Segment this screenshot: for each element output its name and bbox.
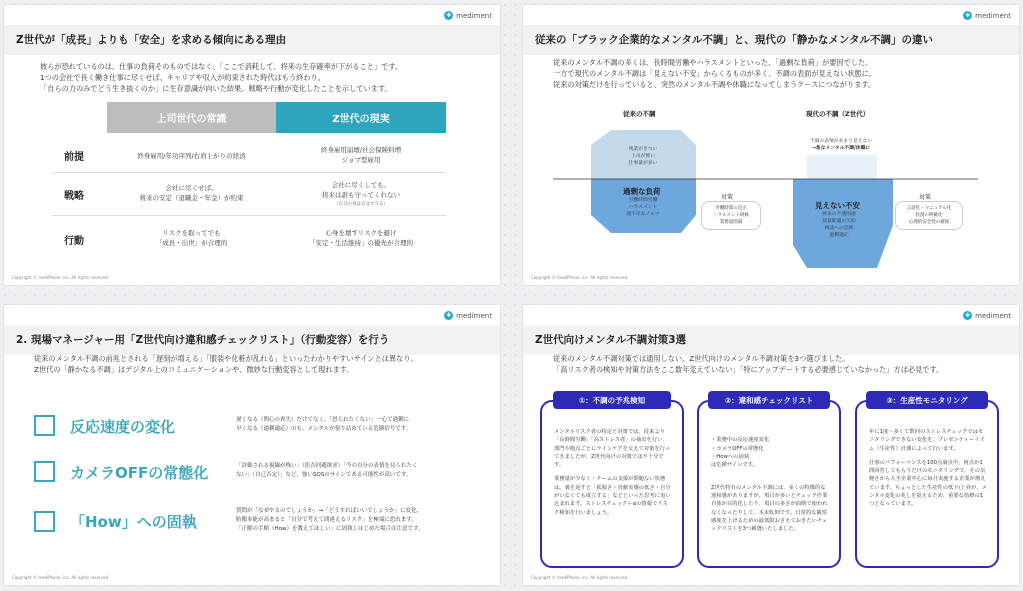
right-measure-title: 対策 <box>919 194 932 201</box>
slide-2[interactable] <box>523 5 1019 285</box>
intro-text: 従来のメンタル不調の前兆とされる「遅刻が増える」「服装や化粧が乱れる」といったわかりやすいサインとは異なり、 Z世代の「静かなる不調」はデジタル上のコミュニケーションや、微妙な行動変容として現れます。 <box>34 354 418 374</box>
left-measure-title: 対策 <box>721 194 734 201</box>
brand-logo: ✚ mediment <box>446 11 492 20</box>
mediment-logo-icon: ✚ <box>965 312 971 319</box>
mediment-logo-icon: ✚ <box>446 12 452 19</box>
right-above-water: 不満の表情があまり見えない →急なメンタル不調/休職に <box>809 139 873 151</box>
row-label-premise: 前提 <box>64 152 84 163</box>
check-label-camera-off: カメラOFFの常態化 <box>70 464 209 482</box>
card-early-detection: メンタルリスク者の特定と対策では、従来より「長時間労働」「高ストレス者」の抽出を行い、部門や拠点ごとにラインケアを交えて対策を行ってきましたが、Z世代向けの対策では不十分です。 業務量が少なく・チームの支援が問題ない状態は、裏を返すと「孤独さ・貢献実感の低さ・自分がいなくても成立する」などといった思考に追い込まれます。ストレスチェック＋αの情報でリスク検知を行いましょう。 <box>540 400 684 568</box>
intro-text: 従来のメンタル不調対策では通用しない、Z世代向けのメンタル不調対策を3つ選びました。 「高リスク者の検知や対策方法をここ数年変えていない」「特にアップデートする必要感じていなかった」方は必見です。 <box>553 354 944 374</box>
slide-1[interactable] <box>4 5 500 285</box>
slide-title: Z世代が「成長」よりも「安全」を求める傾向にある理由 <box>16 34 287 46</box>
card-head-checklist: ②：違和感チェックリスト <box>708 391 830 409</box>
cell: 終身雇用崩壊/社会保険料増 ジョブ型雇用 <box>320 146 402 164</box>
divider <box>52 172 446 173</box>
divider <box>52 215 446 216</box>
header-z-generation: Z世代の現実 <box>276 102 446 133</box>
copyright: Copyright © mediPhone, inc. All rights reserved. <box>531 575 629 580</box>
check-desc-reaction-speed: 遅くなる（関心の喪失）だけでなく、「怒られたくない」一心で過剰に 早くなる（過剰適応）のも、メンタルが張り詰めている危険信号です。 <box>236 417 412 432</box>
cell: 終身雇用/年功序列/右肩上がりの経済 <box>137 152 246 160</box>
left-below-water: 労働時間労働 ハラスメント 理不尽なノルマ <box>626 198 660 217</box>
slide-title: Z世代向けメンタル不調対策3選 <box>535 334 686 346</box>
left-heading: 従来の不調 <box>623 110 656 118</box>
right-iceberg-tip <box>807 155 877 179</box>
left-main-label: 過剰な負荷 <box>623 187 661 196</box>
card-head-early-detection: ①：不調の予兆検知 <box>553 391 671 409</box>
cell: 会社に尽くせば、 将来の安定（退職金・年金）が約束 <box>139 184 244 202</box>
brand-logo: ✚ mediment <box>446 311 492 320</box>
intro-text: 従来のメンタル不調の多くは、長時間労働やハラスメントといった、「過剰な負荷」が要因でした。 一方で現代のメンタル不調は「見えない不安」からくるものが多く、不調の表面が見えない状態に。 従来の対策だけを行っていると、突然のメンタル不調や休職になってしまうケースにつながります。 <box>553 58 877 89</box>
right-main-label: 見えない不安 <box>815 201 860 210</box>
iceberg-diagram <box>523 5 1019 285</box>
check-desc-camera-off: 「評価される視線が怖い」（拒否回避欲求）「今の自分の表情を見られたく ない」（自己否定）」など、強いSOSのサインである可能性が高いです。 <box>236 463 418 478</box>
slide-title: 従来の「ブラック企業的なメンタル不調」と、現代の「静かなメンタル不調」の違い <box>535 34 933 46</box>
checkbox-reaction-speed[interactable] <box>34 415 55 436</box>
header-boss-generation: 上司世代の常識 <box>107 102 276 133</box>
copyright: Copyright © mediPhone, inc. All rights reserved. <box>531 275 629 280</box>
brand-logo: ✚ mediment <box>965 11 1011 20</box>
check-label-how-fixation: 「How」への固執 <box>70 513 197 531</box>
slide-4[interactable] <box>523 305 1019 585</box>
row-label-strategy: 戦略 <box>64 191 84 202</box>
copyright: Copyright © mediPhone, inc. All rights reserved. <box>12 275 110 280</box>
row-label-action: 行動 <box>64 236 84 247</box>
intro-text: 彼らが恐れているのは、仕事の負荷そのものではなく、「ここで消耗して、将来の生存確率が下がること」です。 1つの会社で長く働き仕事に尽くせば、キャリアや収入が約束された時代はもう終わり。 「自らの力のみでどう生き抜くのか」に生存意識が向いた結果、戦略や行動が変化したことを示しています。 <box>40 62 403 93</box>
cell: リスクを取ってでも 「成長・出世」が合理的 <box>155 229 228 247</box>
cell: 心身を壊すリスクを避け 「安定・生活維持」の優先が合理的 <box>309 229 413 247</box>
right-measure-bubble: 言語化・マニュアル化 役割の明確化 心理的安全性の確保 <box>895 201 963 230</box>
left-above-water: 残業がきつい 上司が怖い 仕事量が多い <box>628 147 658 166</box>
brand-logo: ✚ mediment <box>965 311 1011 320</box>
card-productivity: 年に1度〜多くて数回のストレスチェックではモニタリングできない変化を、プレゼンティーイズム（生産性）計測によって行います。 仕事のパフォーマンスを100点満点中、何点か1問回答してもらうだけのモニタリングで、その気軽さから大手企業中心に毎月実施する企業が増えています。ちょっとした生産性の低下/上昇が、メンタル変化の兆しを捉えるため、重要な指標の1つとなっています。 <box>855 400 999 568</box>
mediment-logo-icon: ✚ <box>446 312 452 319</box>
check-desc-how-fixation: 質問が「なぜやるのでしょうか」→「どうすればいいでしょうか」に変化。 防衛本能が高まると「自分で考えて間違えるリスク」を極端に恐れます。 「正解の手順（How）を教えてほしい」に固執しはじめた場合は注意です。 <box>236 508 424 532</box>
mediment-logo-icon: ✚ <box>965 12 971 19</box>
card-head-productivity: ③：生産性モニタリング <box>866 391 988 409</box>
slide-3[interactable] <box>4 305 500 585</box>
checkbox-camera-off[interactable] <box>34 461 55 482</box>
slide-title: 2. 現場マネージャー用「Z世代向け違和感チェックリスト」（行動変容）を行う <box>16 334 390 346</box>
copyright: Copyright © mediPhone, inc. All rights reserved. <box>12 575 110 580</box>
right-below-water: 将来の不透明感 裁量配慮の欠如 相談への恐怖 過剰適応 <box>822 212 856 238</box>
right-heading: 現代の不調（Z世代） <box>806 110 870 118</box>
checkbox-how-fixation[interactable] <box>34 511 55 532</box>
left-measure-bubble: 労働時間の是正 ハラスメント研修 業務量削減 <box>701 201 761 230</box>
check-label-reaction-speed: 反応速度の変化 <box>70 418 176 436</box>
card-checklist: ・業務中の反応速度変化 ・カメラOFFの常態化 ・Howへの固執 は危険サインです。 Z世代特有のメンタル不調には、多くの特徴的な違和感がありますが、項目が多いとチェック作業自体が目的化したり、項目の多さが面倒で使われなくなったりして、本末転倒です。日常的な観察感度を上げるための最低限おさえておきたいチェックリストを3つ厳選いたしました。 <box>697 400 841 568</box>
cell: 会社に尽くしても、 将来は誰も守ってくれない （自分の身は自分で守る） <box>322 181 400 207</box>
